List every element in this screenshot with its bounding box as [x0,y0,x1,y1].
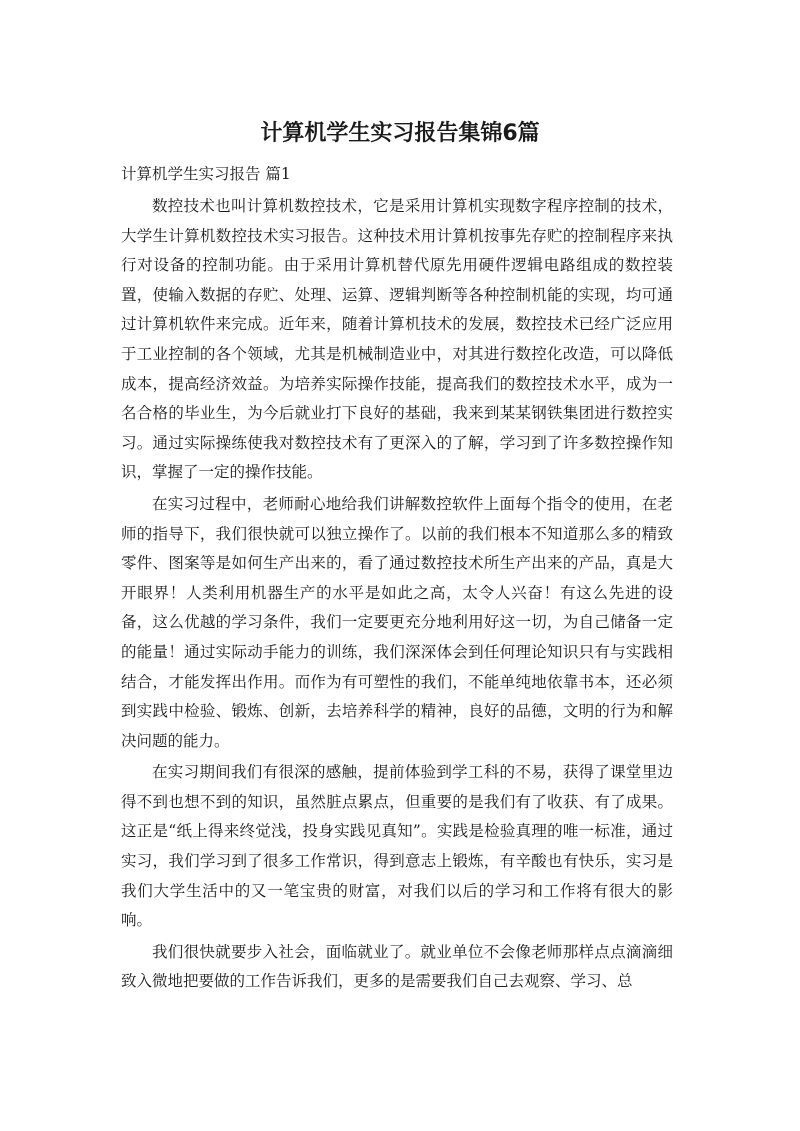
paragraph-1: 数控技术也叫计算机数控技术，它是采用计算机实现数字程序控制的技术，大学生计算机数控技术实习报告。这种技术用计算机按事先存贮的控制程序来执行对设备的控制功能。由于采用计算机替代原先用硬件逻辑电路组成的数控装置，使输入数据的存贮、处理、运算、逻辑判断等各种控制机能的实现，均可通过计算机软件来完成。近年来，随着计算机技术的发展，数控技术已经广泛应用于工业控制的各个领域，尤其是机械制造业中，对其进行数控化改造，可以降低成本，提高经济效益。为培养实际操作技能，提高我们的数控技术水平，成为一名合格的毕业生，为今后就业打下良好的基础，我来到某某钢铁集团进行数控实习。通过实际操练使我对数控技术有了更深入的了解，学习到了许多数控操作知识，掌握了一定的操作技能。 [121,197,673,482]
paragraph-2: 在实习过程中，老师耐心地给我们讲解数控软件上面每个指令的使用，在老师的指导下，我们很快就可以独立操作了。以前的我们根本不知道那么多的精致零件、图案等是如何生产出来的，看了通过数控技术所生产出来的产品，真是大开眼界！人类利用机器生产的水平是如此之高，太令人兴奋！有这么先进的设备，这么优越的学习条件，我们一定要更充分地利用好这一切，为自己储备一定的能量！通过实际动手能力的训练，我们深深体会到任何理论知识只有与实践相结合，才能发挥出作用。而作为有可塑性的我们，不能单纯地依靠书本，还必须到实践中检验、锻炼、创新，去培养科学的精神，良好的品德，文明的行为和解决问题的能力。 [121,494,673,750]
document-title: 计算机学生实习报告集锦6篇 [260,121,540,146]
paragraph-3: 在实习期间我们有很深的感触，提前体验到学工科的不易，获得了课堂里边得不到也想不到的知识，虽然脏点累点，但重要的是我们有了收获、有了成果。这正是“纸上得来终觉浅，投身实践见真知”。实践是检验真理的唯一标准，通过实习，我们学习到了很多工作常识，得到意志上锻炼，有辛酸也有快乐，实习是我们大学生活中的又一笔宝贵的财富，对我们以后的学习和工作将有很大的影响。 [121,763,673,930]
section-heading: 计算机学生实习报告 篇1 [121,165,291,183]
document-body [121,192,673,999]
paragraph-4: 我们很快就要步入社会，面临就业了。就业单位不会像老师那样点点滴滴细致入微地把要做的工作告诉我们，更多的是需要我们自己去观察、学习、总 [121,942,673,991]
